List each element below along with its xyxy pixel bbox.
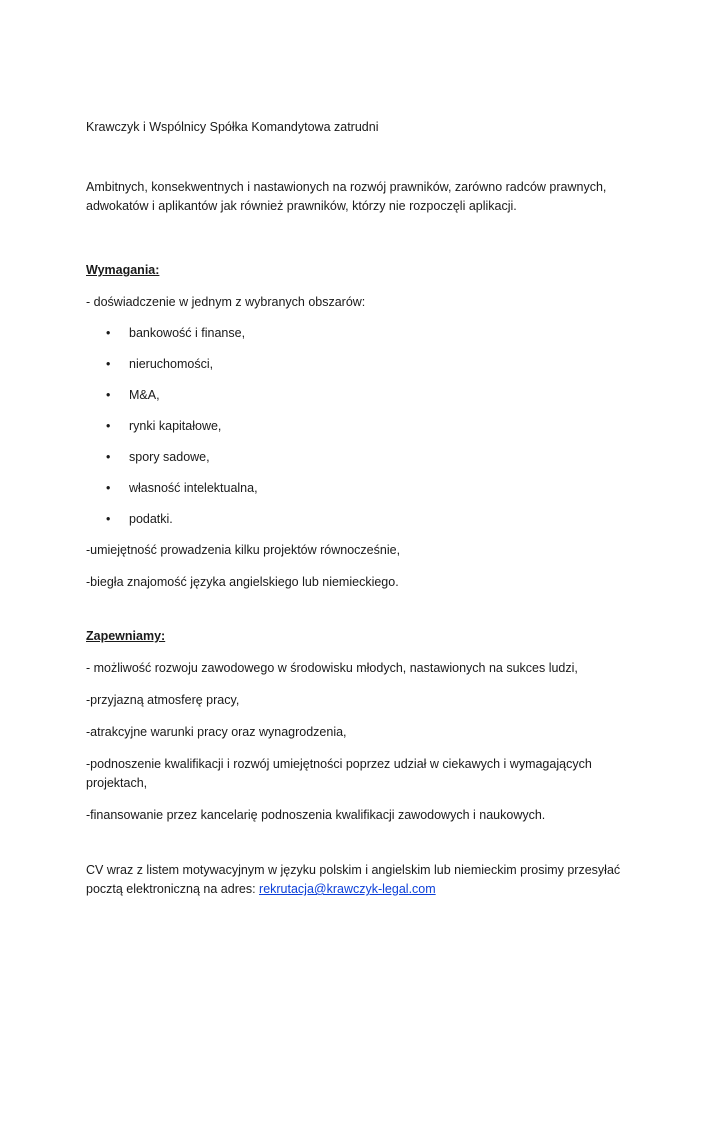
list-item: • M&A, (86, 386, 654, 405)
requirement-line: -biegła znajomość języka angielskiego lub niemieckiego. (86, 575, 399, 589)
requirements-heading: Wymagania: (86, 263, 160, 277)
list-item: • bankowość i finanse, (86, 324, 654, 343)
list-item: • spory sadowe, (86, 448, 654, 467)
requirements-intro: - doświadczenie w jednym z wybranych obszarów: (86, 295, 366, 309)
cv-text: CV wraz z listem motywacyjnym w języku polskim i angielskim lub niemieckim prosimy przesyłać pocztą elektroniczną na adres: (86, 863, 621, 896)
intro-line: Krawczyk i Wspólnicy Spółka Komandytowa zatrudni (86, 120, 379, 134)
offer-line: -finansowanie przez kancelarię podnoszenia kwalifikacji zawodowych i naukowych. (86, 808, 546, 822)
lead-paragraph: Ambitnych, konsekwentnych i nastawionych na rozwój prawników, zarówno radców prawnych, adwokatów i aplikantów jak również prawników, którzy nie rozpoczęli aplikacji. (86, 180, 607, 213)
bullet-icon: • (106, 419, 111, 433)
bullet-icon: • (106, 481, 111, 495)
offer-line: - możliwość rozwoju zawodowego w środowisku młodych, nastawionych na sukces ludzi, (86, 661, 578, 675)
bullet-icon: • (106, 450, 111, 464)
bullet-icon: • (106, 388, 111, 402)
list-item: • rynki kapitałowe, (86, 417, 654, 436)
offer-heading: Zapewniamy: (86, 629, 166, 643)
list-item: • własność intelektualna, (86, 479, 654, 498)
requirement-line: -umiejętność prowadzenia kilku projektów równocześnie, (86, 543, 401, 557)
cv-paragraph (86, 861, 654, 899)
offer-line: -podnoszenie kwalifikacji i rozwój umiejętności poprzez udział w ciekawych i wymagających projektach, (86, 757, 592, 790)
areas-list (86, 324, 654, 529)
offer-line: -atrakcyjne warunki pracy oraz wynagrodzenia, (86, 725, 347, 739)
offer-line: -przyjazną atmosferę pracy, (86, 693, 240, 707)
list-item: • nieruchomości, (86, 355, 654, 374)
list-item: • podatki. (86, 510, 654, 529)
bullet-icon: • (106, 326, 111, 340)
bullet-icon: • (106, 512, 111, 526)
email-link[interactable]: rekrutacja@krawczyk-legal.com (259, 882, 436, 896)
document-page (0, 118, 724, 1142)
bullet-icon: • (106, 357, 111, 371)
